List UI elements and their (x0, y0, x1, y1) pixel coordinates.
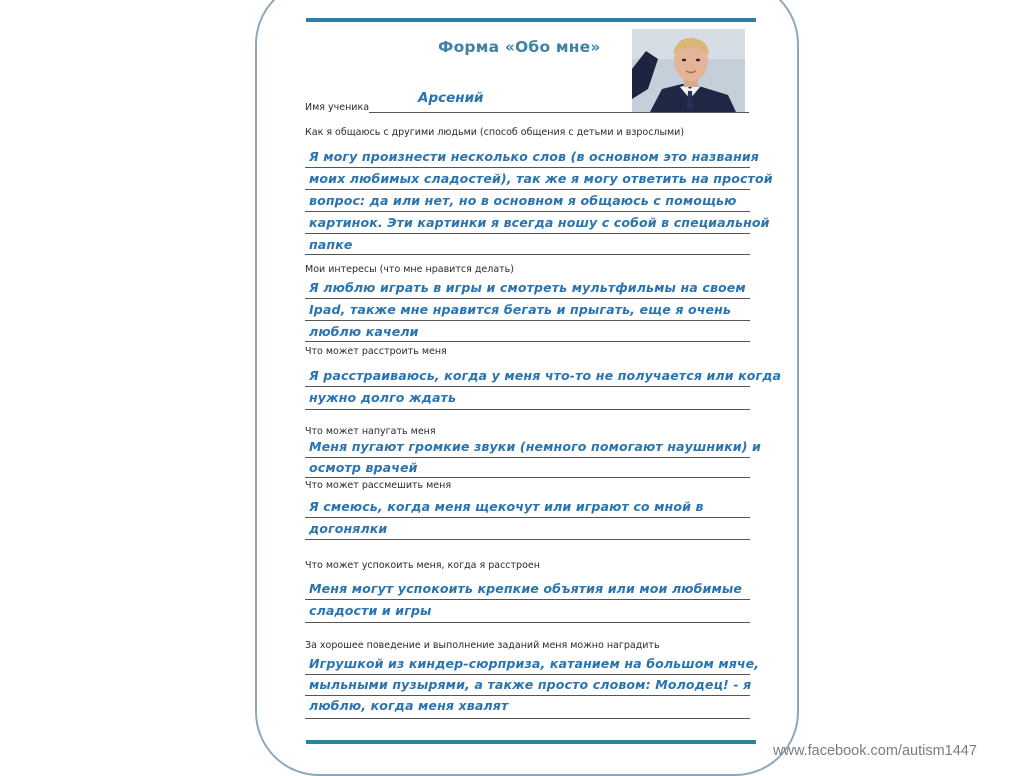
answer-line: мыльными пузырями, а также просто словом: Молодец! - я (309, 677, 752, 692)
facebook-link[interactable]: www.facebook.com/autism1447 (773, 743, 977, 759)
answer-line: сладости и игры (309, 603, 432, 618)
answer-rule (305, 622, 750, 623)
answer-line: Я люблю играть в игры и смотреть мультфильмы на своем (309, 280, 746, 295)
answer-rule (305, 477, 750, 478)
top-rule (306, 18, 756, 22)
answer-line: Я расстраиваюсь, когда у меня что-то не получается или когда (309, 368, 782, 383)
question-reward: За хорошее поведение и выполнение заданий меня можно наградить (305, 640, 660, 651)
answer-line: вопрос: да или нет, но в основном я общаюсь с помощью (309, 193, 737, 208)
question-interests: Мои интересы (что мне нравится делать) (305, 264, 514, 275)
answer-rule (305, 517, 750, 518)
answer-line: люблю качели (309, 324, 419, 339)
answer-rule (305, 189, 750, 190)
answer-line: осмотр врачей (309, 460, 418, 475)
student-name-value: Арсений (418, 90, 484, 106)
question-upset: Что может расстроить меня (305, 346, 447, 357)
answer-rule (305, 320, 750, 321)
question-laugh: Что может рассмешить меня (305, 480, 452, 491)
answer-rule (305, 211, 750, 212)
answer-line: Ipad, также мне нравится бегать и прыгать, еще я очень (309, 302, 731, 317)
form-title: Форма «Обо мне» (438, 38, 601, 56)
answer-rule (305, 254, 750, 255)
answer-line: Я могу произнести несколько слов (в основном это названия (309, 149, 759, 164)
answer-rule (305, 341, 750, 342)
answer-line: картинок. Эти картинки я всегда ношу с собой в специальной (309, 215, 770, 230)
answer-rule (305, 233, 750, 234)
answer-rule (305, 674, 750, 675)
answer-rule (305, 409, 750, 410)
question-communication: Как я общаюсь с другими людьми (способ общения с детьми и взрослыми) (305, 127, 685, 138)
answer-line: люблю, когда меня хвалят (309, 698, 509, 713)
answer-rule (305, 386, 750, 387)
answer-line: догонялки (309, 521, 388, 536)
answer-line: нужно долго ждать (309, 390, 457, 405)
answer-rule (305, 539, 750, 540)
answer-line: моих любимых сладостей), так же я могу ответить на простой (309, 171, 773, 186)
student-photo-image (632, 29, 745, 112)
name-line (369, 112, 749, 113)
answer-rule (305, 718, 750, 719)
answer-line: Меня могут успокоить крепкие объятия или мои любимые (309, 581, 742, 596)
answer-line: Я смеюсь, когда меня щекочут или играют со мной в (309, 499, 704, 514)
answer-rule (305, 457, 750, 458)
student-photo (632, 29, 745, 112)
answer-rule (305, 167, 750, 168)
answer-rule (305, 695, 750, 696)
answer-line: Меня пугают громкие звуки (немного помогают наушники) и (309, 439, 761, 454)
answer-line: Игрушкой из киндер-сюрприза, катанием на большом мяче, (309, 656, 760, 671)
answer-line: папке (309, 237, 353, 252)
answer-rule (305, 298, 750, 299)
bottom-rule (306, 740, 756, 744)
question-calm: Что может успокоить меня, когда я расстроен (305, 560, 540, 571)
student-name-label: Имя ученика (305, 102, 370, 113)
question-scare: Что может напугать меня (305, 426, 436, 437)
answer-rule (305, 599, 750, 600)
